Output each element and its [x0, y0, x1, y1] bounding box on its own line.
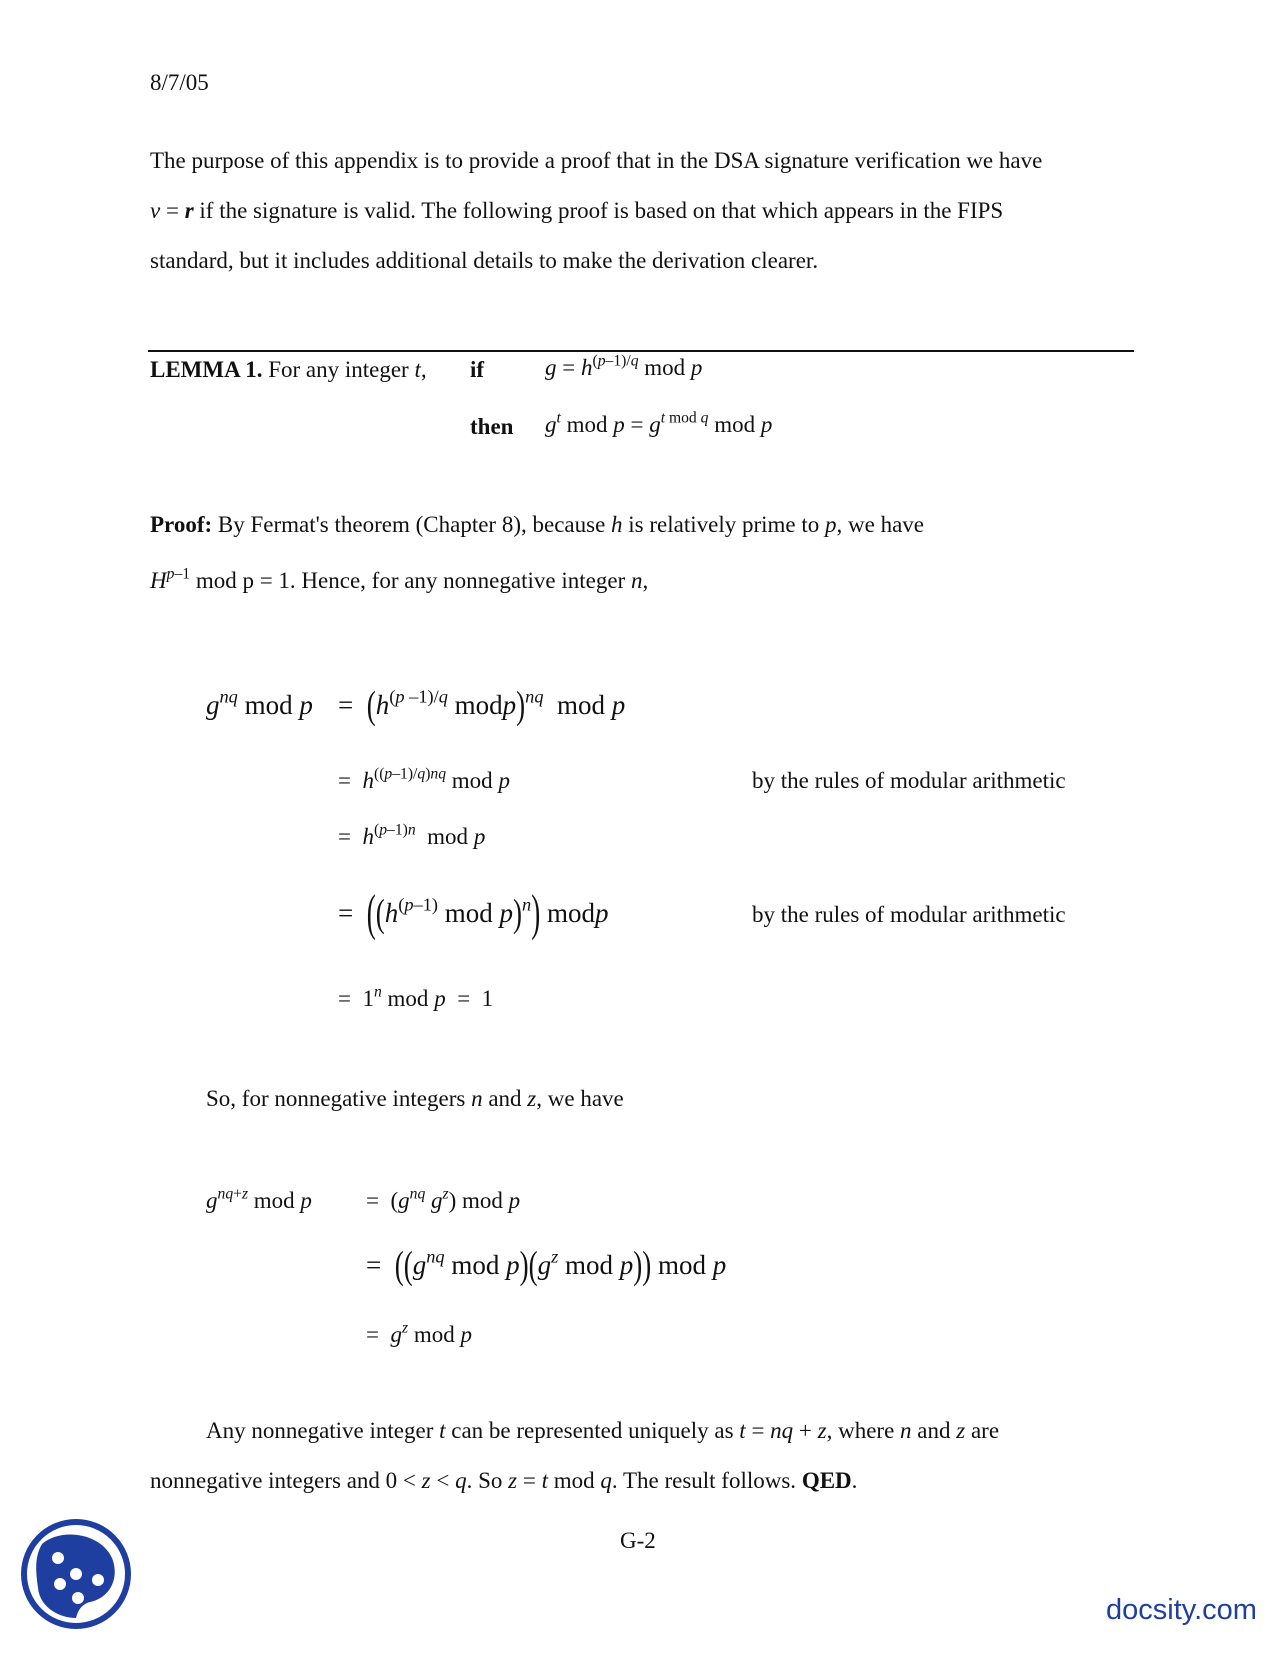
page-number: G-2 [620, 1528, 656, 1553]
proof-line-2: $H^{p-1}$ mod p = 1. Hence, for any nonnegative integer n, [150, 565, 649, 593]
derivation1-step3: = $h^{(p-1)n}$ mod p [338, 821, 486, 849]
derivation1-lhs: $g^{nq}$ mod p [206, 686, 313, 720]
lemma-divider [148, 350, 1134, 352]
intro-line-1: The purpose of this appendix is to provide a proof that in the DSA signature verification we have [150, 148, 1043, 173]
annotation-rules-1: by the rules of modular arithmetic [752, 768, 1066, 793]
lemma-hypothesis: $g = h^{(p-1)/q}$ mod p [545, 352, 703, 380]
lemma-statement: LEMMA 1. For any integer t, [150, 357, 427, 382]
derivation1-step1: = ($h^{(p -1)/q}$ modp)$^{nq}$ mod p [338, 683, 626, 727]
intro-line-3: standard, but it includes additional details to make the derivation clearer. [150, 248, 819, 273]
derivation2-step2: = (($g^{nq}$ mod $p)(g^z$ mod p)) mod p [366, 1243, 727, 1287]
derivation1-step2: = $h^{((p-1)/q)nq}$ mod p [338, 765, 510, 793]
derivation2-step3: = $g^z$ mod p [366, 1319, 472, 1347]
lemma-then: then [470, 414, 514, 439]
closing-line-1: Any nonnegative integer t can be represented uniquely as t = nq + z, where n and z are [206, 1418, 1000, 1443]
page-date: 8/7/05 [150, 70, 209, 95]
so-line: So, for nonnegative integers n and z, we have [206, 1086, 624, 1111]
docsity-brand-link[interactable]: docsity.com [1106, 1594, 1257, 1626]
proof-line-1: Proof: By Fermat's theorem (Chapter 8), because h is relatively prime to p, we have [150, 512, 925, 537]
derivation2-step1: = ($g^{nq}$ $g^z$) mod p [366, 1185, 521, 1213]
annotation-rules-2: by the rules of modular arithmetic [752, 902, 1066, 927]
derivation2-lhs: $g^{nq+z}$ mod p [206, 1185, 312, 1213]
docsity-logo-icon[interactable] [20, 1518, 132, 1630]
lemma-if: if [470, 357, 485, 382]
derivation1-step4: = (($h^{(p-1)}$ mod p)$^n$) modp [338, 884, 609, 942]
lemma-conclusion: $g^t$ mod $p = g^{t mod q}$ mod p [545, 409, 773, 437]
closing-line-2: nonnegative integers and 0 < z < q. So z = t mod q. The result follows. QED. [150, 1468, 858, 1493]
derivation1-step5: = 1$^n$ mod p = 1 [338, 983, 494, 1011]
intro-line-2: v = r if the signature is valid. The following proof is based on that which appears in the FIPS [150, 198, 1004, 223]
